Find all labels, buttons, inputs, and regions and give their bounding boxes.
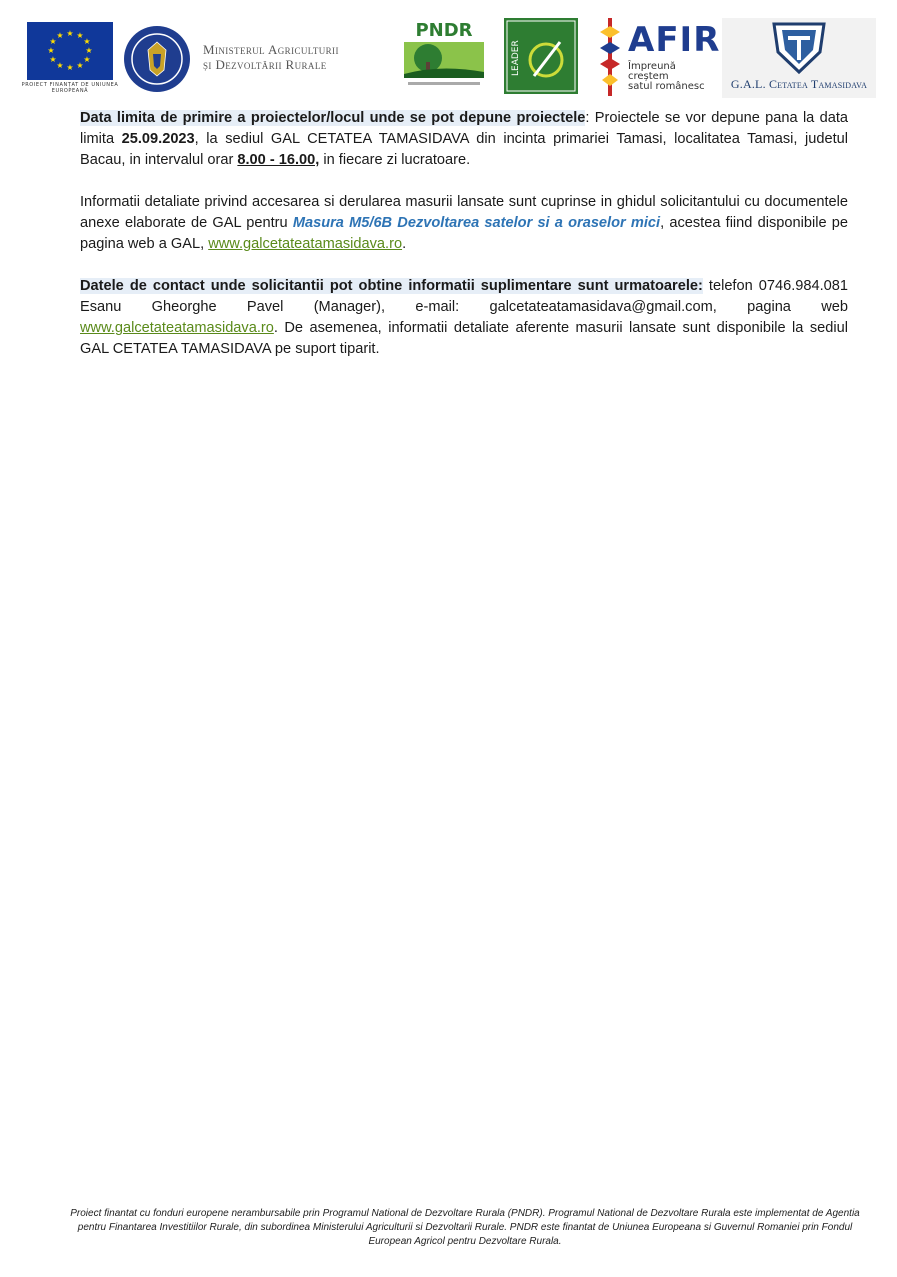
deadline-text-2: , la sediul GAL CETATEA TAMASIDAVA din incinta primariei Tamasi, localitatea Tamasi, judetul Bacau, in intervalul orar <box>80 131 849 168</box>
svg-text:★: ★ <box>85 46 93 55</box>
info-text-2: , acestea fiind disponibile pe pagina web a GAL, <box>80 215 848 252</box>
footer-note: Proiect finantat cu fonduri europene nerambursabile prin Programul National de Dezvoltare Rurala (PNDR). Programul National de Dezvoltare Rurala este implementat de Agentia pentru Finantarea Investitiilor Rurale, din subordinea Ministerului Agriculturii si Dezvoltarii Rurale. PNDR este finantat de Uniunea Europeana si Guvernul Romaniei prin Fondul European Agricol pentru Dezvoltare Rurala. <box>70 1208 860 1247</box>
svg-text:★: ★ <box>76 31 84 40</box>
svg-text:★: ★ <box>66 29 74 38</box>
paragraph-contact <box>80 276 848 360</box>
ministry-line-1: Ministerul Agriculturii <box>203 42 339 57</box>
contact-text-1: telefon 0746.984.081 Esanu Gheorghe Pavel (Manager), e-mail: galcetateatamasidava@gmail.com, pagina web <box>80 278 849 315</box>
contact-text-2: . De asemenea, informatii detaliate aferente masurii lansate sunt disponibile la sediul GAL CETATEA TAMASIDAVA pe suport tiparit. <box>80 320 848 357</box>
paragraph-deadline <box>80 108 848 171</box>
website-link[interactable]: www.galcetateatamasidava.ro <box>208 236 403 252</box>
leader-logo <box>504 18 578 94</box>
contact-label: Datele de contact unde solicitantii pot obtine informatii suplimentare sunt urmatoarele: <box>80 278 703 294</box>
afir-logo <box>596 18 721 98</box>
info-text-1: Informatii detaliate privind accesarea si derularea masurii lansate sunt cuprinse in ghidul solicitantului cu documentele anexe elaborate de GAL pentru <box>80 194 848 231</box>
deadline-date: 25.09.2023 <box>121 131 195 147</box>
gal-logo <box>722 18 876 98</box>
contact-website-link[interactable]: www.galcetateatamasidava.ro <box>80 320 274 336</box>
header-logos <box>0 14 897 98</box>
eu-caption: PROIECT FINANȚAT DE UNIUNEA EUROPEANĂ <box>21 82 119 94</box>
government-seal-icon <box>122 24 192 94</box>
svg-text:★: ★ <box>47 46 55 55</box>
svg-text:★: ★ <box>56 61 64 70</box>
svg-text:★: ★ <box>49 37 57 46</box>
afir-title: AFIR <box>628 20 721 60</box>
afir-slogan <box>628 62 716 92</box>
svg-text:★: ★ <box>83 55 91 64</box>
svg-text:★: ★ <box>56 31 64 40</box>
eu-flag-icon <box>27 22 113 80</box>
pndr-logo <box>400 18 488 92</box>
gal-name: G.A.L. Cetatea Tamasidava <box>730 77 868 91</box>
deadline-label: Data limita de primire a proiectelor/locul unde se pot depune proiectele <box>80 110 586 126</box>
svg-text:★: ★ <box>49 55 57 64</box>
deadline-hours: 8.00 - 16.00, <box>237 152 320 168</box>
deadline-text-3: in fiecare zi lucratoare. <box>319 152 471 168</box>
paragraph-info <box>80 192 848 255</box>
svg-text:★: ★ <box>76 61 84 70</box>
leader-text: LEADER <box>511 40 521 76</box>
afir-slogan-line-1: Împreună creștem <box>628 61 676 82</box>
deadline-text-1: : Proiectele se vor depune pana la data limita <box>80 110 848 147</box>
ministry-name <box>203 42 339 72</box>
afir-slogan-line-2: satul românesc <box>628 81 705 92</box>
svg-text:★: ★ <box>66 63 74 72</box>
svg-text:★: ★ <box>83 37 91 46</box>
ministry-line-2: și Dezvoltării Rurale <box>203 57 327 72</box>
measure-name: Masura M5/6B Dezvoltarea satelor si a oraselor mici <box>292 215 661 231</box>
afir-emblem-icon <box>596 18 624 96</box>
info-text-3: . <box>402 236 407 252</box>
gal-shield-icon <box>722 18 876 78</box>
document-body <box>80 108 848 381</box>
pndr-title: PNDR <box>415 20 473 41</box>
